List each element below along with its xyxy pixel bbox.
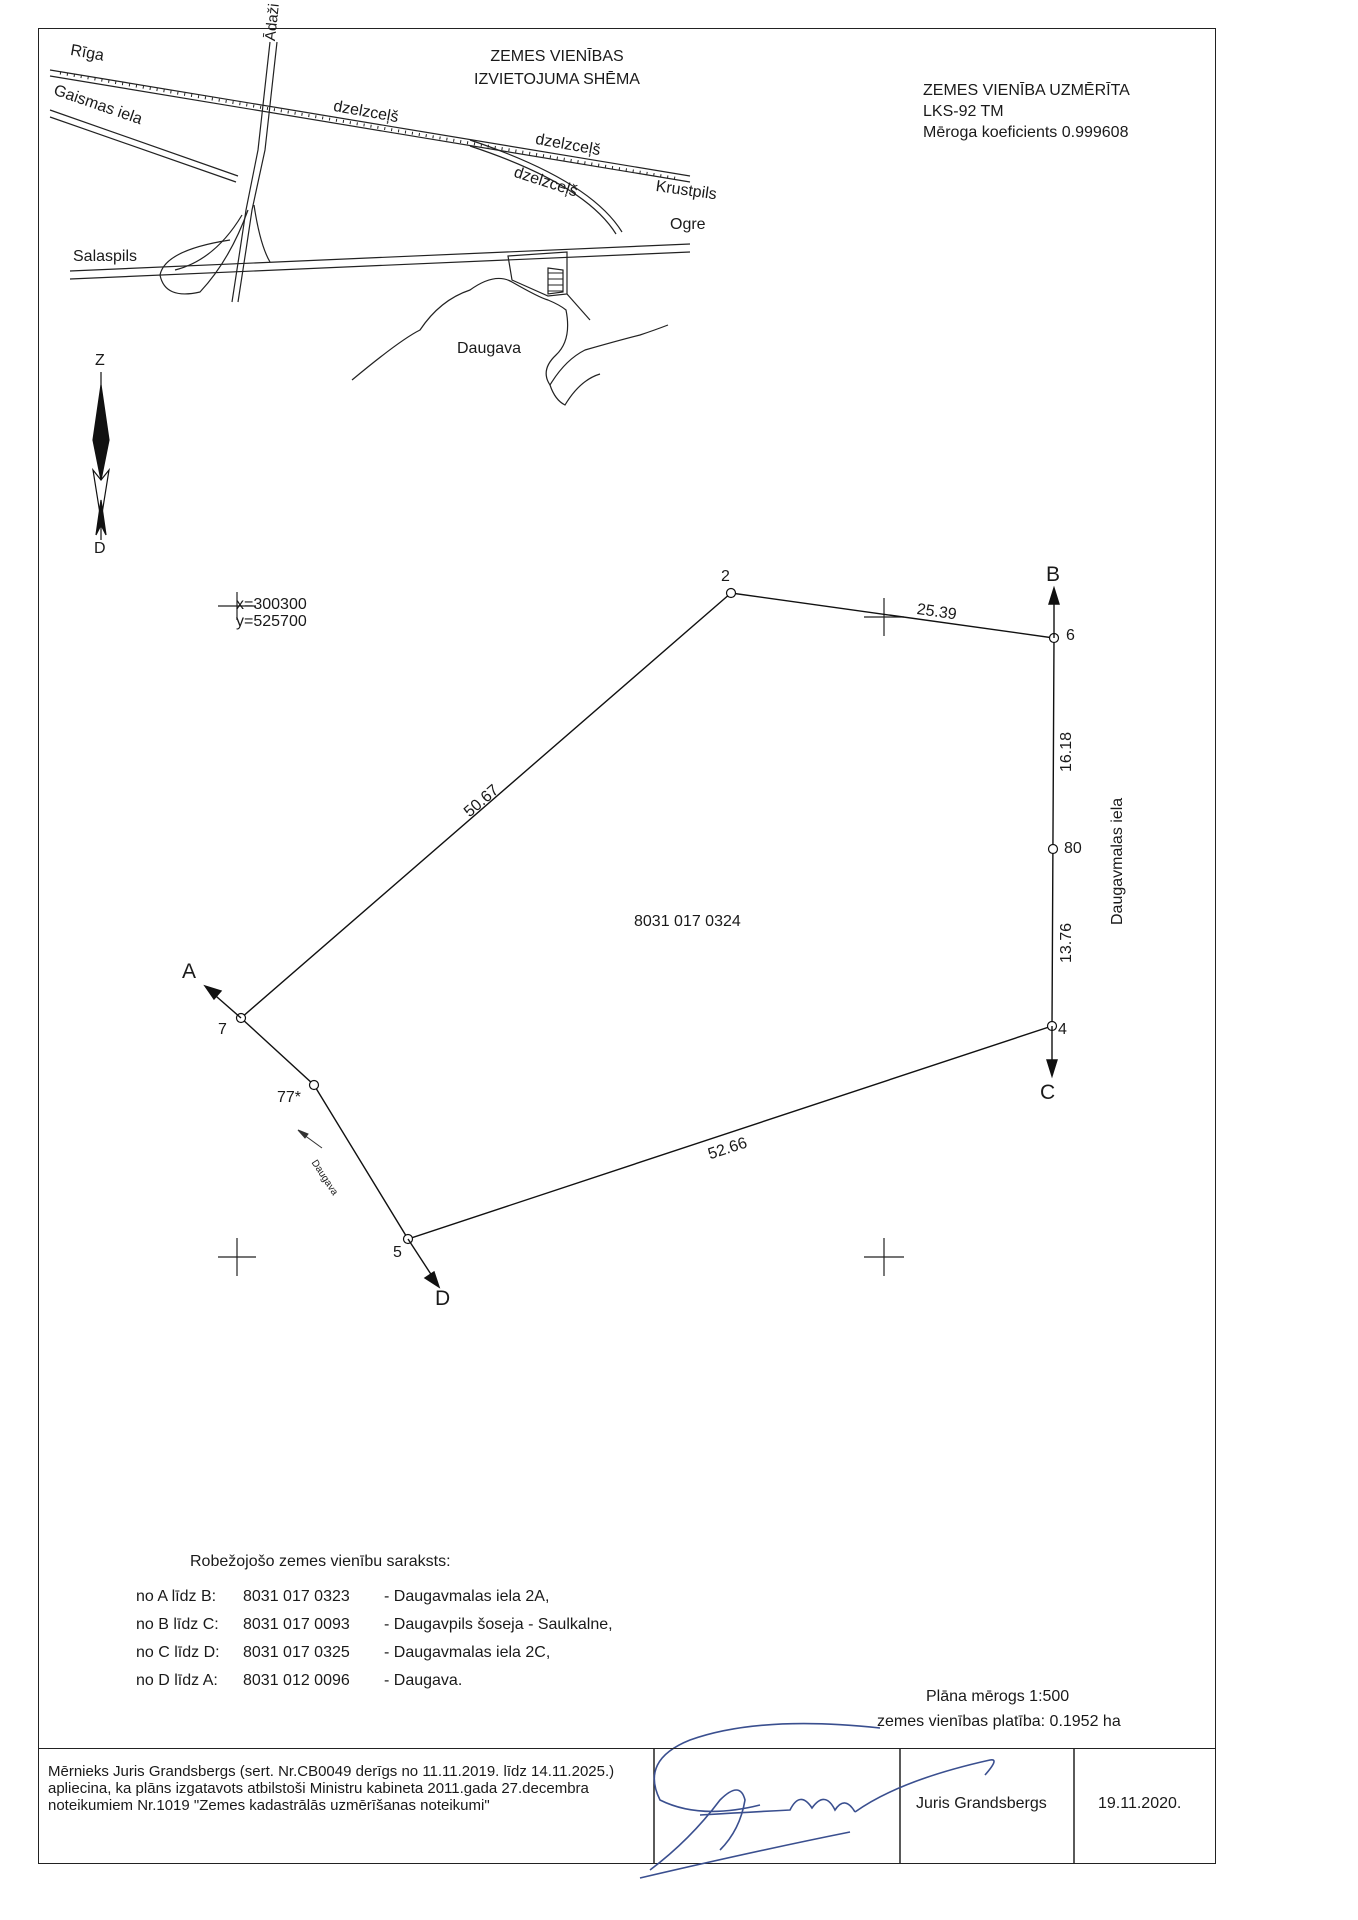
grid-y: y=525700 [236, 613, 307, 630]
neighbour-name: - Daugavmalas iela 2A, [384, 1588, 550, 1605]
highway [70, 244, 690, 279]
neighbour-name: - Daugavmalas iela 2C, [384, 1644, 551, 1661]
segment-7-2: 50.67 [461, 781, 503, 821]
neighbour-code: 8031 017 0325 [243, 1644, 350, 1661]
footer-table [38, 1748, 1216, 1865]
neighbour-range: no C līdz D: [136, 1644, 220, 1661]
south-label: D [94, 540, 106, 557]
neighbours-heading: Robežojošo zemes vienību saraksts: [190, 1553, 451, 1570]
street-label: Daugavmalas iela [1109, 797, 1126, 925]
point-77: 77* [277, 1089, 302, 1106]
label-salaspils: Salaspils [73, 248, 138, 265]
north-arrow [93, 372, 109, 540]
interchange [160, 205, 270, 294]
parcel-area: zemes vienības platība: 0.1952 ha [877, 1713, 1121, 1730]
neighbour-range: no D līdz A: [136, 1672, 218, 1689]
certification-text: Mērnieks Juris Grandsbergs (sert. Nr.CB0049 derīgs no 11.11.2019. līdz 14.11.2025.) apliecina, ka plāns izgatavots atbilstoši Ministru kabineta 2011.gada 27.decembra noteikumiem Nr.1019 "Zemes kadastrālās uzmērīšanas noteikumi" [48, 1763, 615, 1814]
grid-x: x=300300 [236, 596, 307, 613]
plan-scale: Plāna mērogs 1:500 [926, 1688, 1070, 1705]
label-adazi: Ādaži [262, 2, 283, 42]
point-80: 80 [1064, 840, 1082, 857]
label-ogre: Ogre [670, 216, 706, 233]
north-label: Z [95, 352, 105, 369]
gaismas-road [50, 110, 238, 182]
river-flow-arrow [298, 1130, 322, 1148]
parcel-id: 8031 017 0324 [634, 913, 741, 930]
neighbour-code: 8031 012 0096 [243, 1672, 350, 1689]
segment-6-80: 16.18 [1058, 731, 1075, 772]
point-6: 6 [1066, 627, 1075, 644]
location-scheme [50, 42, 690, 405]
label-krustpils: Krustpils [654, 178, 718, 204]
scheme-title [412, 45, 702, 91]
label-railway-3: dzelzceļš [511, 164, 580, 201]
direction-b: B [1046, 563, 1061, 586]
scheme-title-line2: IZVIETOJUMA SHĒMA [474, 71, 640, 88]
neighbour-range: no A līdz B: [136, 1588, 217, 1605]
survey-date: 19.11.2020. [1098, 1795, 1182, 1812]
segment-80-4: 13.76 [1058, 922, 1075, 963]
scheme-title-line1: ZEMES VIENĪBAS [490, 48, 624, 65]
neighbour-range: no B līdz C: [136, 1616, 219, 1633]
segment-2-6: 25.39 [915, 601, 958, 624]
segment-4-5: 52.66 [706, 1134, 750, 1164]
point-4: 4 [1058, 1021, 1067, 1038]
label-daugava-scheme: Daugava [457, 340, 522, 357]
point-5: 5 [393, 1244, 402, 1261]
label-gaismas-iela: Gaismas iela [51, 82, 145, 129]
river-label-plan: Daugava [308, 1158, 340, 1198]
label-railway-1: dzelzceļš [332, 98, 400, 127]
direction-a: A [182, 960, 197, 983]
surveyor-name: Juris Grandsbergs [916, 1795, 1047, 1812]
neighbour-code: 8031 017 0093 [243, 1616, 350, 1633]
label-riga: Rīga [69, 42, 106, 65]
survey-info-line3: Mēroga koeficients 0.999608 [923, 124, 1129, 141]
point-7: 7 [218, 1021, 227, 1038]
grid-coordinates [236, 596, 307, 630]
survey-info-line1: ZEMES VIENĪBA UZMĒRĪTA [923, 82, 1130, 99]
neighbour-name: - Daugavpils šoseja - Saulkalne, [384, 1616, 613, 1633]
survey-info-line2: LKS-92 TM [923, 103, 1004, 120]
point-2: 2 [721, 568, 730, 585]
neighbour-name: - Daugava. [384, 1672, 463, 1689]
direction-c: C [1040, 1081, 1056, 1104]
survey-info [923, 80, 1130, 143]
direction-d: D [435, 1287, 451, 1310]
label-railway-2: dzelzceļš [534, 131, 602, 160]
neighbour-code: 8031 017 0323 [243, 1588, 350, 1605]
